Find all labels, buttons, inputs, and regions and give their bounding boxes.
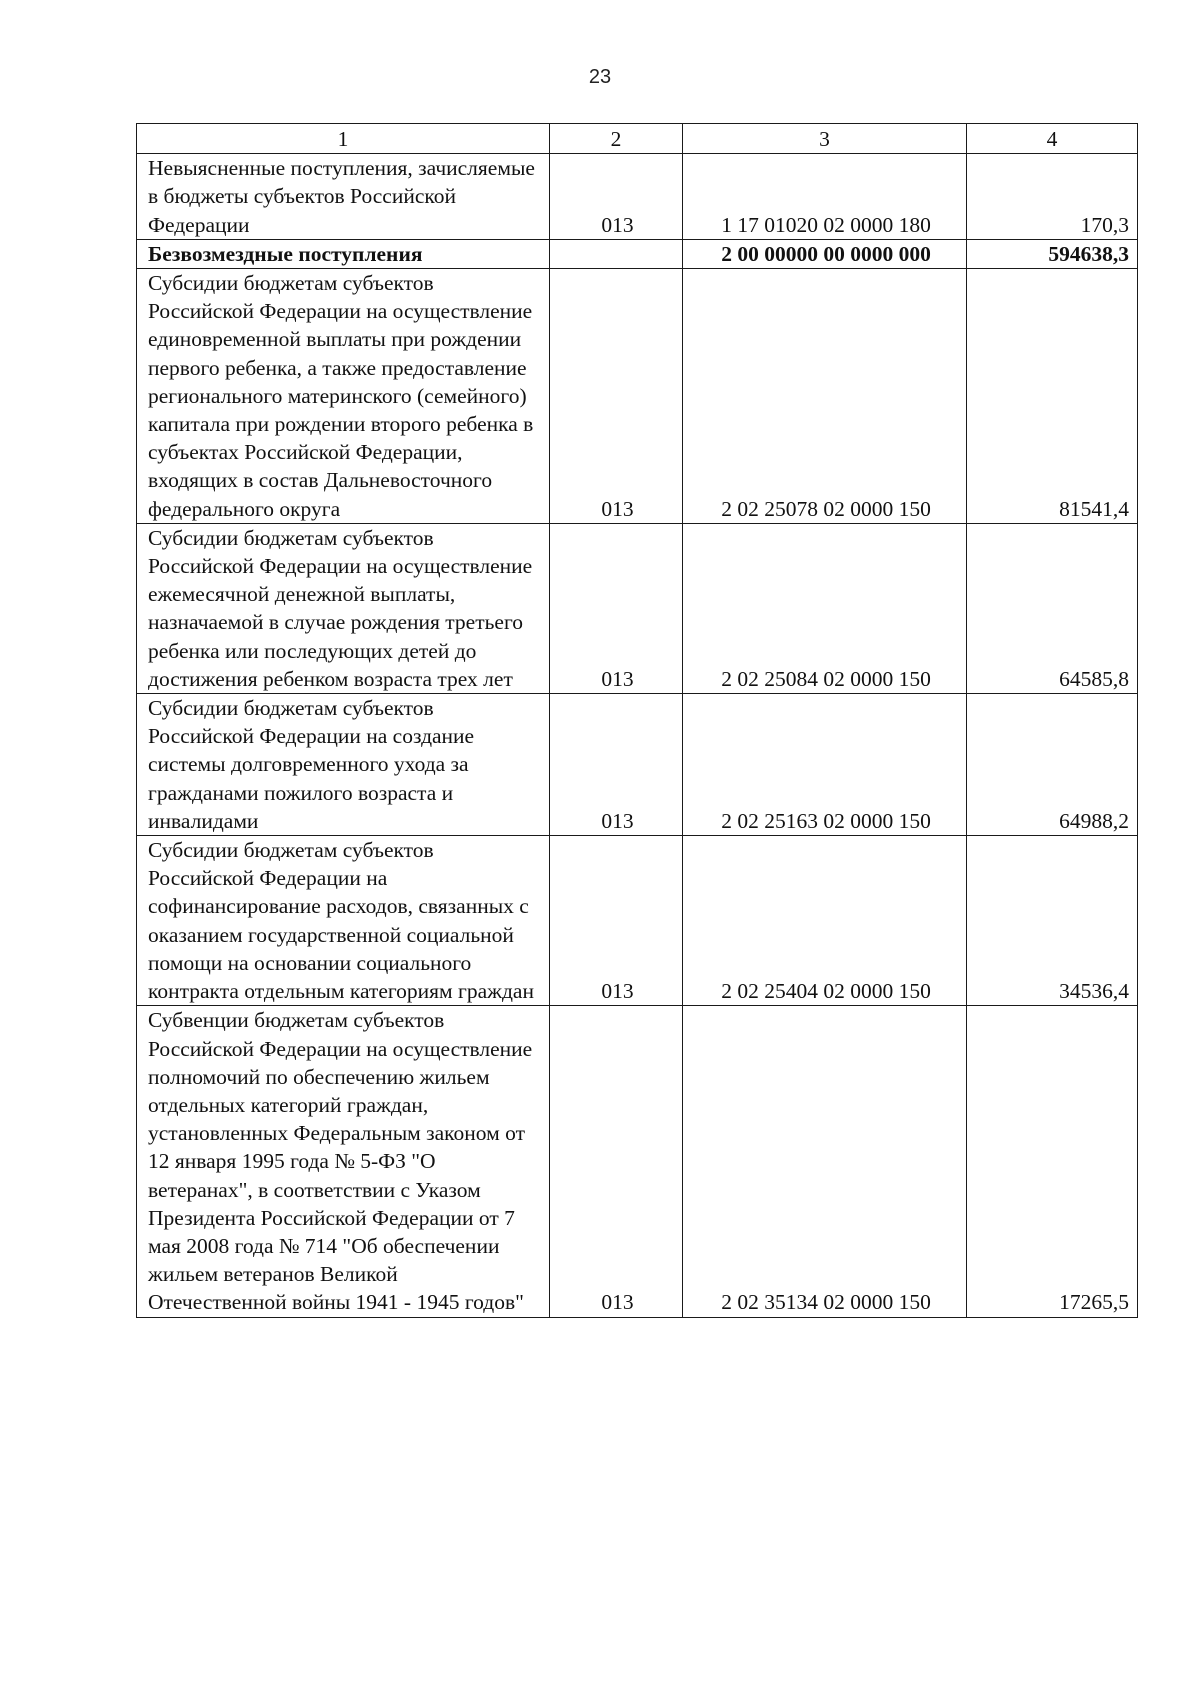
- column-header-2: 2: [550, 124, 683, 154]
- row-amount: 170,3: [967, 154, 1138, 240]
- table-row: [137, 154, 1138, 240]
- row-amount: 81541,4: [967, 269, 1138, 524]
- row-kbk-code: 2 02 25404 02 0000 150: [683, 836, 967, 1006]
- table-row: [137, 269, 1138, 524]
- table-row: [137, 694, 1138, 836]
- table-row: [137, 523, 1138, 693]
- row-name: Невыясненные поступления, зачисляемые в бюджеты субъектов Российской Федерации: [137, 154, 550, 240]
- row-kbk-code: 2 02 35134 02 0000 150: [683, 1006, 967, 1317]
- budget-revenue-table: [136, 123, 1138, 1318]
- row-admin-code: 013: [550, 1006, 683, 1317]
- row-amount: 17265,5: [967, 1006, 1138, 1317]
- column-header-4: 4: [967, 124, 1138, 154]
- row-admin-code: 013: [550, 154, 683, 240]
- row-kbk-code: 1 17 01020 02 0000 180: [683, 154, 967, 240]
- row-admin-code: 013: [550, 836, 683, 1006]
- row-admin-code: 013: [550, 523, 683, 693]
- row-kbk-code: 2 02 25084 02 0000 150: [683, 523, 967, 693]
- table-row: [137, 1006, 1138, 1317]
- row-admin-code: 013: [550, 269, 683, 524]
- table-row-total: [137, 239, 1138, 268]
- row-name: Субсидии бюджетам субъектов Российской Федерации на осуществление единовременной выплаты при рождении первого ребенка, а также предоставление регионального материнского (семейного) капитала при рождении второго ребенка в субъектах Российской Федерации, входящих в состав Дальневосточного федерального округа: [137, 269, 550, 524]
- row-kbk-code: 2 00 00000 00 0000 000: [683, 239, 967, 268]
- row-amount: 594638,3: [967, 239, 1138, 268]
- table-header-row: [137, 124, 1138, 154]
- row-kbk-code: 2 02 25163 02 0000 150: [683, 694, 967, 836]
- table-row: [137, 836, 1138, 1006]
- row-name: Субвенции бюджетам субъектов Российской Федерации на осуществление полномочий по обеспечению жильем отдельных категорий граждан, установленных Федеральным законом от 12 января 1995 года № 5-ФЗ "О ветеранах", в соответствии с Указом Президента Российской Федерации от 7 мая 2008 года № 714 "Об обеспечении жильем ветеранов Великой Отечественной войны 1941 - 1945 годов": [137, 1006, 550, 1317]
- row-kbk-code: 2 02 25078 02 0000 150: [683, 269, 967, 524]
- row-name: Субсидии бюджетам субъектов Российской Федерации на создание системы долговременного ухода за гражданами пожилого возраста и инвалидами: [137, 694, 550, 836]
- row-amount: 64585,8: [967, 523, 1138, 693]
- row-admin-code: [550, 239, 683, 268]
- row-name: Субсидии бюджетам субъектов Российской Федерации на софинансирование расходов, связанных с оказанием государственной социальной помощи на основании социального контракта отдельным категориям граждан: [137, 836, 550, 1006]
- row-amount: 34536,4: [967, 836, 1138, 1006]
- page-number: 23: [588, 66, 612, 88]
- column-header-3: 3: [683, 124, 967, 154]
- row-admin-code: 013: [550, 694, 683, 836]
- column-header-1: 1: [137, 124, 550, 154]
- row-amount: 64988,2: [967, 694, 1138, 836]
- row-name: Безвозмездные поступления: [137, 239, 550, 268]
- row-name: Субсидии бюджетам субъектов Российской Федерации на осуществление ежемесячной денежной выплаты, назначаемой в случае рождения третьего ребенка или последующих детей до достижения ребенком возраста трех лет: [137, 523, 550, 693]
